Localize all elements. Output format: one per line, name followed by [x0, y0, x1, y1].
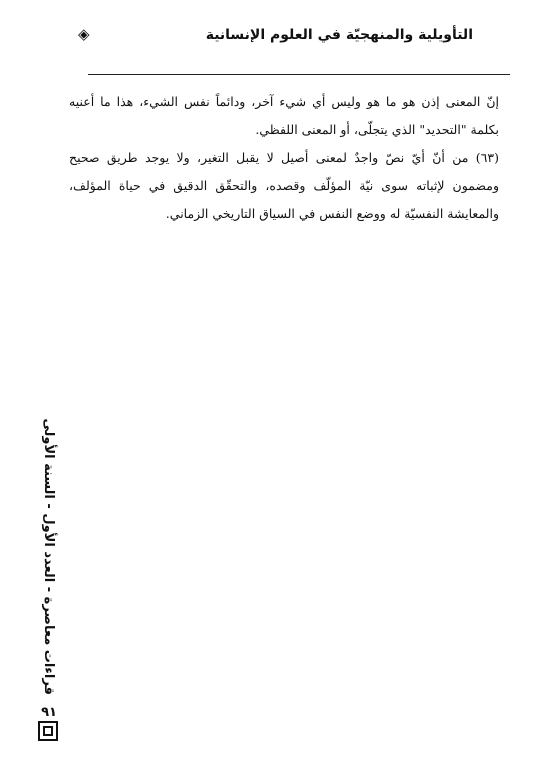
diamond-ornament-icon: ◈	[78, 25, 90, 43]
running-header-title: التأويلية والمنهجيّة في العلوم الإنسانية	[205, 27, 473, 43]
paragraph-2-text: من أنّ أيّ نصّ واجدٌ لمعنى أصيل لا يقبل التغير، ولا يوجد طريق صحيح ومضمون لإثباته سوى نيّة المؤلّف وقصده، والتحقّق الدقيق في حياة المؤلف، والمعايشة النفسيّة له ووضع النفس في السياق التاريخي الزماني.	[69, 150, 499, 221]
paragraph-1: إنّ المعنى إذن هو ما هو وليس أي شيء آخر، ودائماً نفس الشيء، هذا ما أعنيه بكلمة "التحديد" الذي يتجلّى، أو المعنى اللفظي.	[69, 94, 499, 137]
footnote-number: (٦٣)	[475, 150, 499, 165]
page-number: ٩١	[41, 705, 57, 720]
side-caption	[40, 418, 62, 695]
paragraph-2	[69, 144, 499, 228]
main-text	[69, 88, 499, 228]
square-in-square-icon	[38, 721, 58, 741]
header-divider	[88, 74, 510, 75]
side-caption-text: قراءات معاصرة - العدد الأول - السنة الأولى	[41, 418, 56, 695]
